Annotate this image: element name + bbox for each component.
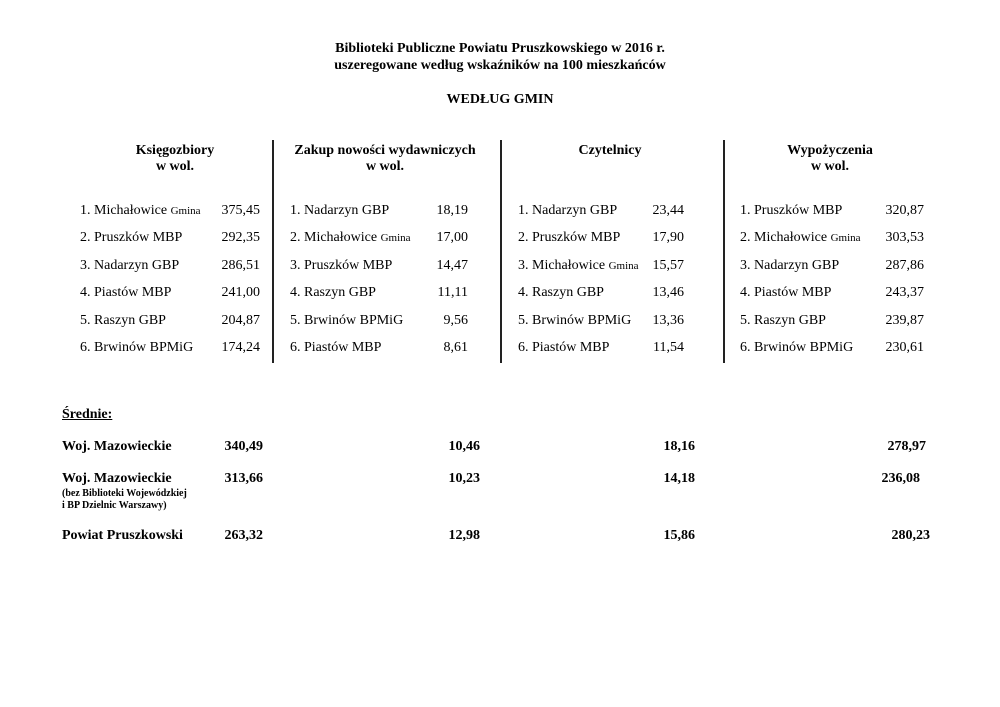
column-header-line2: w wol. [810, 159, 850, 174]
indicator-value: 9,56 [443, 312, 468, 328]
library-name [518, 229, 620, 247]
indicator-value: 15,57 [652, 257, 684, 273]
column-header-wypozyczenia [745, 143, 915, 175]
library-name-text: 4. Raszyn GBP [518, 285, 604, 301]
document-title-line2: uszeregowane według wskaźników na 100 mieszkańców [334, 58, 666, 73]
indicator-value: 8,61 [443, 340, 468, 355]
library-name [518, 312, 631, 330]
column-header-line2: w wol. [365, 159, 405, 174]
ranking-row [518, 202, 684, 220]
average-value-wypozyczenia: 236,08 [881, 471, 920, 486]
library-name [740, 284, 831, 302]
average-row-label: Powiat Pruszkowski [62, 528, 183, 543]
library-name [518, 202, 617, 220]
library-name-text: 2. Pruszków MBP [518, 230, 621, 246]
average-row-note: (bez Biblioteki Wojewódzkiej [62, 488, 187, 499]
average-value-ksiegozbiory: 263,32 [224, 528, 263, 543]
library-name-text: 1. Pruszków MBP [740, 203, 843, 218]
column-header-ksiegozbiory [95, 143, 255, 175]
ranking-row [80, 284, 260, 302]
library-name-text: 5. Brwinów BPMiG [518, 312, 632, 328]
library-name [80, 284, 171, 302]
ranking-row [518, 257, 684, 275]
average-value-ksiegozbiory: 340,49 [224, 439, 263, 454]
ranking-row [740, 312, 924, 330]
indicator-value: 13,36 [652, 312, 684, 328]
column-header-line1: Wypożyczenia [787, 143, 873, 158]
indicator-value: 239,87 [885, 312, 924, 328]
indicator-value: 174,24 [221, 340, 260, 355]
average-value-czytelnicy: 18,16 [663, 439, 695, 454]
library-name-text: 4. Raszyn GBP [290, 285, 376, 301]
library-name-text: 5. Raszyn GBP [740, 312, 826, 328]
library-name-text: 5. Raszyn GBP [80, 312, 166, 328]
average-value-zakup: 10,46 [448, 439, 480, 454]
ranking-row [740, 339, 924, 357]
library-name-text: 4. Piastów MBP [740, 285, 832, 301]
column-header-czytelnicy [520, 143, 700, 159]
indicator-value: 11,54 [653, 340, 684, 355]
average-value-ksiegozbiory: 313,66 [224, 471, 263, 486]
library-name [80, 339, 193, 357]
ranking-row [740, 284, 924, 302]
indicator-value: 23,44 [652, 203, 684, 218]
column-header-line1: Czytelnicy [578, 143, 642, 158]
library-name [290, 284, 376, 302]
library-name-text: 1. Nadarzyn GBP [290, 203, 390, 218]
library-name-text: 4. Piastów MBP [80, 285, 172, 301]
average-row-label: Woj. Mazowieckie [62, 471, 172, 486]
ranking-row [740, 257, 924, 275]
library-name [518, 339, 609, 357]
library-name [290, 257, 392, 275]
ranking-row [80, 229, 260, 247]
indicator-value: 17,90 [652, 230, 684, 246]
average-value-wypozyczenia: 280,23 [891, 528, 930, 543]
library-name [740, 229, 861, 247]
average-value-czytelnicy: 14,18 [663, 471, 695, 486]
library-name-suffix: Gmina [830, 232, 861, 245]
document-title: Biblioteki Publiczne Powiatu Pruszkowskiego w 2016 r. [335, 41, 665, 56]
indicator-value: 320,87 [885, 203, 924, 218]
ranking-row [80, 257, 260, 275]
indicator-value: 287,86 [885, 257, 924, 273]
indicator-value: 204,87 [221, 312, 260, 328]
average-row-note: i BP Dzielnic Warszawy) [62, 500, 167, 511]
library-name [740, 312, 826, 330]
indicator-value: 303,53 [885, 230, 924, 246]
ranking-row [290, 312, 468, 330]
library-name-text: 3. Nadarzyn GBP [740, 257, 840, 273]
average-value-czytelnicy: 15,86 [663, 528, 695, 543]
library-name [290, 202, 389, 220]
library-name [80, 312, 166, 330]
library-name [290, 339, 381, 357]
ranking-row [740, 202, 924, 220]
library-name [518, 257, 639, 275]
library-name [518, 284, 604, 302]
indicator-value: 17,00 [436, 230, 468, 246]
column-header-line1: Księgozbiory [135, 143, 215, 158]
indicator-value: 375,45 [221, 203, 260, 218]
library-name [740, 202, 842, 220]
ranking-row [290, 339, 468, 357]
ranking-row [518, 229, 684, 247]
average-value-wypozyczenia: 278,97 [887, 439, 926, 454]
library-name [80, 257, 179, 275]
average-row-label: Woj. Mazowieckie [62, 439, 172, 454]
library-name [80, 229, 182, 247]
library-name-text: 3. Pruszków MBP [290, 257, 393, 273]
indicator-value: 243,37 [885, 285, 924, 301]
column-header-line1: Zakup nowości wydawniczych [294, 143, 476, 158]
library-name-suffix: Gmina [170, 205, 201, 217]
library-name [290, 229, 411, 247]
library-name-text: 6. Brwinów BPMiG [80, 340, 194, 355]
library-name [740, 257, 839, 275]
library-name-text: 6. Piastów MBP [518, 340, 610, 355]
ranking-row [290, 229, 468, 247]
ranking-row [290, 202, 468, 220]
library-name-text: 3. Michałowice [518, 257, 606, 273]
column-header-zakup [280, 143, 490, 175]
ranking-row [518, 312, 684, 330]
indicator-value: 13,46 [652, 285, 684, 301]
ranking-row [290, 257, 468, 275]
ranking-row [80, 202, 260, 220]
column-divider [723, 140, 725, 363]
average-value-zakup: 12,98 [448, 528, 480, 543]
library-name [290, 312, 403, 330]
column-divider [272, 140, 274, 363]
column-header-line2: w wol. [155, 159, 195, 174]
library-name-text: 1. Michałowice [80, 203, 168, 218]
ranking-row [518, 284, 684, 302]
ranking-row [80, 312, 260, 330]
library-name-text: 6. Brwinów BPMiG [740, 340, 854, 355]
library-name-text: 1. Nadarzyn GBP [518, 203, 618, 218]
column-divider [500, 140, 502, 363]
ranking-row [290, 284, 468, 302]
library-name-text: 3. Nadarzyn GBP [80, 257, 180, 273]
library-name-text: 5. Brwinów BPMiG [290, 312, 404, 328]
indicator-value: 286,51 [221, 257, 260, 273]
ranking-row [518, 339, 684, 357]
ranking-row [80, 339, 260, 357]
document-subtitle: WEDŁUG GMIN [446, 92, 554, 107]
library-name-suffix: Gmina [380, 232, 411, 245]
indicator-value: 241,00 [221, 285, 260, 301]
indicator-value: 230,61 [885, 340, 924, 355]
indicator-value: 14,47 [436, 257, 468, 273]
indicator-value: 18,19 [436, 203, 468, 218]
averages-heading: Średnie: [62, 407, 113, 422]
ranking-row [740, 229, 924, 247]
library-name [740, 339, 853, 357]
library-name-suffix: Gmina [608, 259, 639, 272]
library-name-text: 2. Pruszków MBP [80, 230, 183, 246]
library-name [80, 202, 201, 220]
indicator-value: 292,35 [221, 230, 260, 246]
indicator-value: 11,11 [437, 285, 468, 301]
library-name-text: 6. Piastów MBP [290, 340, 382, 355]
library-name-text: 2. Michałowice [290, 230, 378, 246]
average-value-zakup: 10,23 [448, 471, 480, 486]
library-name-text: 2. Michałowice [740, 230, 828, 246]
